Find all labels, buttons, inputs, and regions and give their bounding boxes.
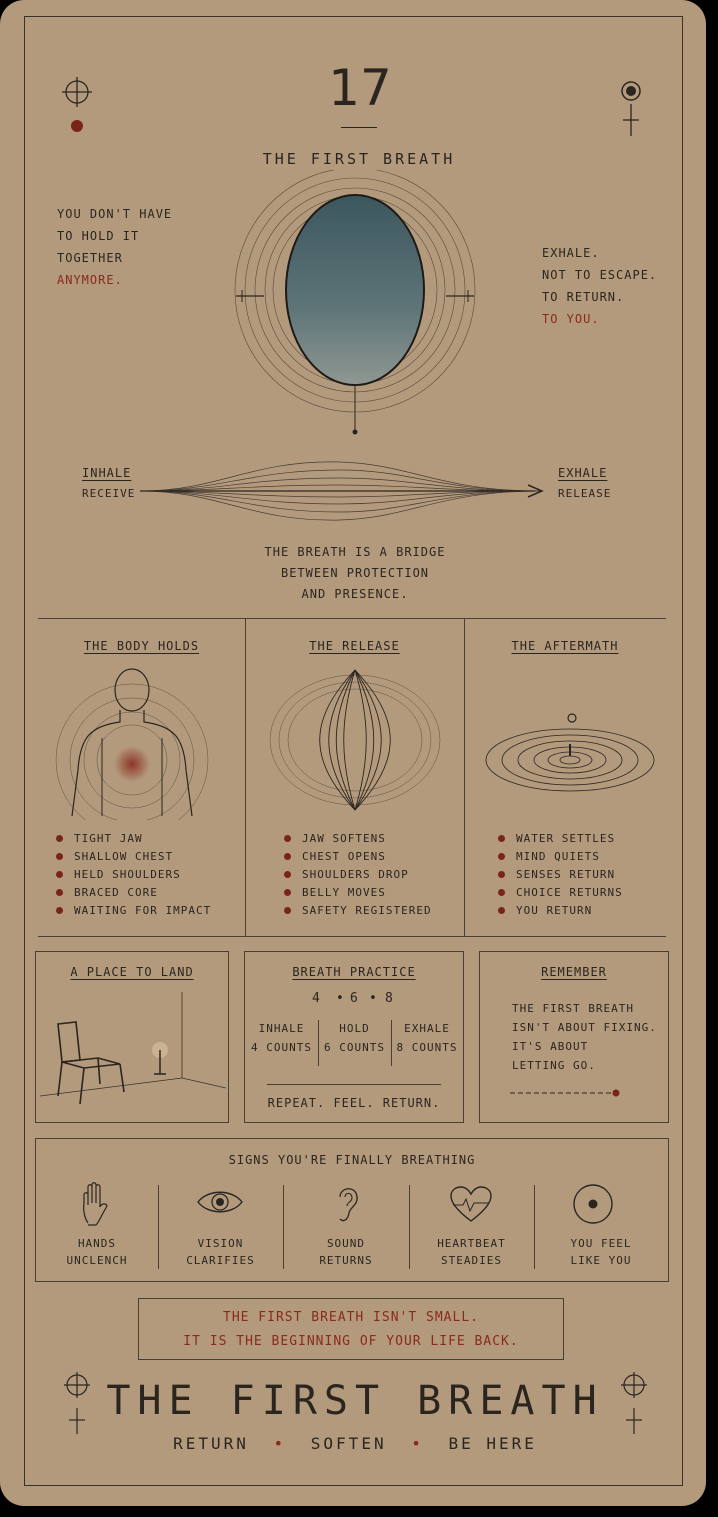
list-item: CHEST OPENS (284, 848, 432, 866)
sign-label: LIKE YOU (570, 1254, 632, 1267)
bridge-line1: THE BREATH IS A BRIDGE (264, 545, 446, 559)
receive-label: RECEIVE (82, 487, 136, 500)
left-quote-line2: TO HOLD IT (57, 229, 140, 243)
place-to-land-title: A PLACE TO LAND (70, 965, 194, 979)
left-quote-line3: TOGETHER (57, 251, 123, 265)
list-item: BELLY MOVES (284, 884, 432, 902)
right-quote-accent: TO YOU. (542, 312, 600, 326)
panel-divider-1 (245, 618, 246, 936)
letting-go-line (510, 1088, 622, 1098)
tagline-word: BE HERE (448, 1434, 537, 1453)
remember-line1: THE FIRST BREATH (512, 1002, 634, 1015)
list-item: SHALLOW CHEST (56, 848, 211, 866)
chair-illustration (40, 988, 226, 1118)
remember-line3: IT'S ABOUT (512, 1040, 589, 1053)
sign-label: SOUND (326, 1237, 366, 1250)
remember-line2: ISN'T ABOUT FIXING. (512, 1021, 657, 1034)
release-illustration (268, 660, 443, 820)
list-item: BRACED CORE (56, 884, 211, 902)
breath-practice-box (244, 951, 464, 1123)
release-label: RELEASE (558, 487, 612, 500)
body-illustration (50, 660, 230, 820)
sun-cross-icon (616, 78, 646, 140)
ear-icon (332, 1183, 362, 1225)
practice-col-label: INHALE (258, 1022, 305, 1035)
bridge-line3: AND PRESENCE. (301, 587, 409, 601)
sign-label: HEARTBEAT (437, 1237, 506, 1250)
list-item: SAFETY REGISTERED (284, 902, 432, 920)
sign-label: RETURNS (319, 1254, 373, 1267)
header-title: THE FIRST BREATH (262, 150, 456, 168)
exhale-label: EXHALE (558, 466, 608, 480)
hand-icon (80, 1181, 112, 1227)
sign-label: STEADIES (441, 1254, 502, 1267)
list-item: SENSES RETURN (498, 866, 623, 884)
right-quote-line3: TO RETURN. (542, 290, 625, 304)
heart-icon (449, 1185, 493, 1223)
pattern-dot-2: • (369, 991, 378, 1006)
tagline-dot: • (273, 1434, 287, 1453)
list-item: WATER SETTLES (498, 830, 623, 848)
right-quote-line2: NOT TO ESCAPE. (542, 268, 658, 282)
card-number: 17 (328, 59, 392, 117)
practice-col-label: HOLD (339, 1022, 370, 1035)
remember-line4: LETTING GO. (512, 1059, 596, 1072)
sign-label: YOU FEEL (570, 1237, 632, 1250)
mirror-illustration (200, 170, 510, 440)
number-underline (341, 127, 377, 128)
remember-title: REMEMBER (541, 965, 607, 979)
panels-top-rule (38, 618, 666, 619)
list-item: JAW SOFTENS (284, 830, 432, 848)
closing-line2: IT IS THE BEGINNING OF YOUR LIFE BACK. (183, 1334, 519, 1349)
eye-icon (196, 1187, 244, 1217)
list-item: TIGHT JAW (56, 830, 211, 848)
closing-line1: THE FIRST BREATH ISN'T SMALL. (223, 1310, 479, 1325)
practice-col-count: 4 COUNTS (251, 1041, 312, 1054)
closing-box (138, 1298, 564, 1360)
practice-col-count: 6 COUNTS (324, 1041, 385, 1054)
sign-label: VISION (197, 1237, 244, 1250)
list-item: HELD SHOULDERS (56, 866, 211, 884)
footer-title: THE FIRST BREATH (106, 1378, 604, 1424)
crosshair-icon (60, 76, 96, 136)
signs-box (35, 1138, 669, 1282)
remember-box (479, 951, 669, 1123)
practice-footer: REPEAT. FEEL. RETURN. (267, 1096, 441, 1110)
list-item: WAITING FOR IMPACT (56, 902, 211, 920)
tagline-dot: • (411, 1434, 424, 1453)
footer-tagline (120, 1430, 590, 1458)
panel-title-release: THE RELEASE (309, 639, 400, 653)
pattern-dot-1: • (336, 991, 345, 1006)
panel-divider-2 (464, 618, 465, 936)
list-item: MIND QUIETS (498, 848, 623, 866)
left-quote-accent: ANYMORE. (57, 273, 123, 287)
aftermath-list (498, 830, 623, 920)
right-quote-line1: EXHALE. (542, 246, 600, 260)
breath-wave-illustration (140, 440, 560, 540)
practice-pattern-3: 8 (385, 991, 394, 1006)
dot-circle-icon (572, 1183, 614, 1225)
practice-title: BREATH PRACTICE (292, 965, 416, 979)
list-item: CHOICE RETURNS (498, 884, 623, 902)
practice-rule (267, 1084, 441, 1085)
practice-col-label: EXHALE (404, 1022, 450, 1035)
body-holds-list (56, 830, 211, 920)
release-list (284, 830, 432, 920)
ripple-illustration (476, 700, 661, 810)
panel-title-body-holds: THE BODY HOLDS (83, 639, 200, 653)
sign-label: UNCLENCH (66, 1254, 128, 1267)
sign-label: CLARIFIES (186, 1254, 255, 1267)
bridge-line2: BETWEEN PROTECTION (280, 566, 430, 580)
inhale-label: INHALE (82, 466, 132, 480)
panels-bottom-rule (38, 936, 666, 937)
place-to-land-box (35, 951, 229, 1123)
practice-pattern-1: 4 (312, 991, 321, 1006)
left-quote-line1: YOU DON'T HAVE (57, 207, 173, 221)
panel-title-aftermath: THE AFTERMATH (511, 639, 619, 653)
practice-col-count: 8 COUNTS (396, 1041, 458, 1054)
signs-title: SIGNS YOU'RE FINALLY BREATHING (228, 1153, 476, 1167)
list-item: YOU RETURN (498, 902, 623, 920)
list-item: SHOULDERS DROP (284, 866, 432, 884)
tagline-word: SOFTEN (310, 1434, 387, 1453)
tagline-word: RETURN (173, 1434, 249, 1453)
practice-pattern-2: 6 (350, 991, 359, 1006)
sign-label: HANDS (77, 1237, 117, 1250)
